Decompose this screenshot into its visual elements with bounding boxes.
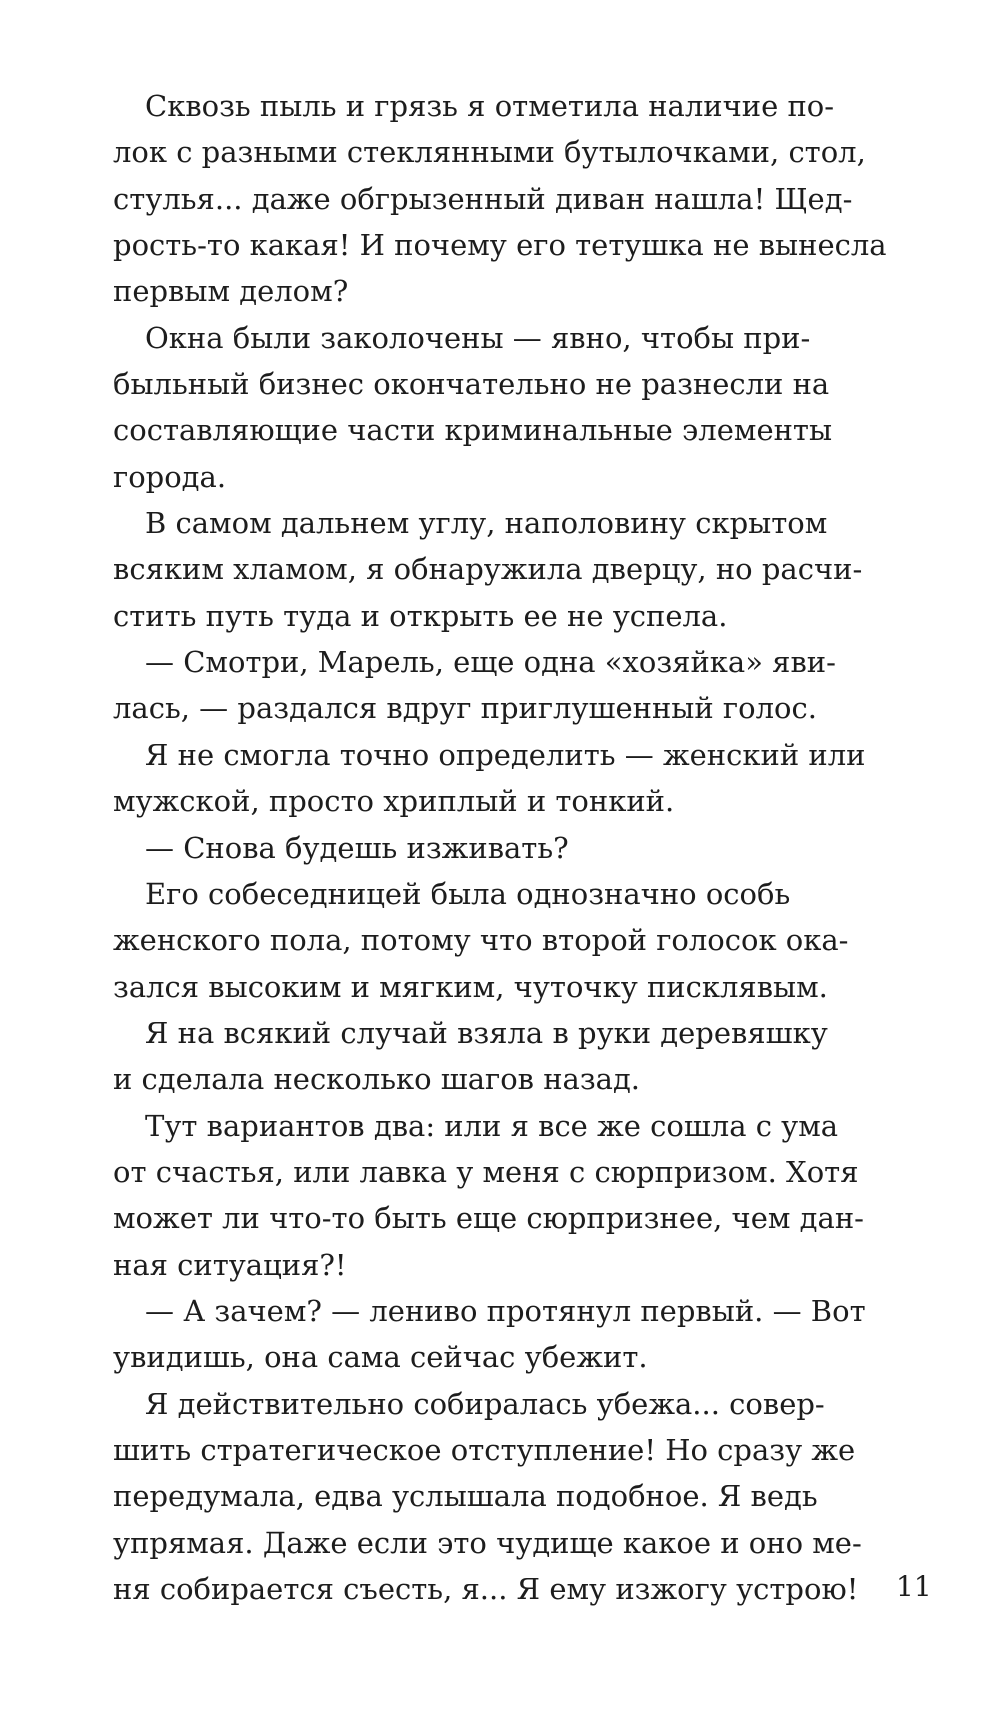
text-line: Я на всякий случай взяла в руки деревяшку [145,1015,828,1050]
text-line: упрямая. Даже если это чудище какое и оно ме- [113,1525,862,1560]
text-line: — Смотри, Марель, еще одна «хозяйка» яви- [145,645,836,680]
paragraph [113,315,888,500]
text-line: зался высоким и мягким, чуточку писклявым. [113,969,828,1004]
text-line: Его собеседницей была однозначно особь [145,876,791,911]
text-line: и сделала несколько шагов назад. [113,1062,641,1097]
text-line: Я не смогла точно определить — женский или [145,737,866,772]
text-line: от счастья, или лавка у меня с сюрпризом. Хотя [113,1154,859,1189]
text-line: может ли что-то быть еще сюрпризнее, чем дан- [113,1201,864,1236]
text-line: стулья... даже обгрызенный диван нашла! Щед- [113,181,853,216]
page-body-text [113,83,888,1612]
paragraph [113,732,888,825]
text-line: ная ситуация?! [113,1247,347,1282]
text-line: составляющие части криминальные элементы [113,413,833,448]
text-line: ня собирается съесть, я... Я ему изжогу устрою! [113,1572,859,1606]
text-line: Я действительно собиралась убежа... совер- [145,1386,825,1421]
paragraph [113,639,888,732]
text-line: увидишь, она сама сейчас убежит. [113,1340,648,1375]
paragraph [113,1103,888,1288]
text-line: передумала, едва услышала подобное. Я ведь [113,1479,818,1514]
text-line: рость-то какая! И почему его тетушка не вынесла [113,228,887,263]
paragraph [113,500,888,639]
paragraph [113,1288,888,1381]
text-line: города. [113,459,227,494]
text-line: женского пола, потому что второй голосок ока- [113,923,849,958]
text-line: — Снова будешь изживать? [145,830,569,865]
page-number: 11 [896,1570,932,1603]
text-line: мужской, просто хриплый и тонкий. [113,784,675,819]
text-line: Окна были заколочены — явно, чтобы при- [145,320,811,355]
text-line: быльный бизнес окончательно не разнесли на [113,367,830,402]
text-line: первым делом? [113,274,349,309]
paragraph [113,825,888,871]
text-line: Тут вариантов два: или я все же сошла с ума [145,1108,839,1143]
text-line: В самом дальнем углу, наполовину скрытом [145,506,828,541]
text-line: лась, — раздался вдруг приглушенный голос. [113,691,817,726]
text-line: лок с разными стеклянными бутылочками, стол, [113,135,866,170]
paragraph [113,871,888,1010]
paragraph [113,1010,888,1103]
paragraph [113,1381,888,1613]
paragraph [113,83,888,315]
text-line: всяким хламом, я обнаружила дверцу, но расчи- [113,552,863,587]
text-line: — А зачем? — лениво протянул первый. — Вот [145,1293,866,1328]
text-line: шить стратегическое отступление! Но сразу же [113,1432,856,1467]
text-line: стить путь туда и открыть ее не успела. [113,598,728,633]
text-line: Сквозь пыль и грязь я отметила наличие по- [145,89,835,123]
